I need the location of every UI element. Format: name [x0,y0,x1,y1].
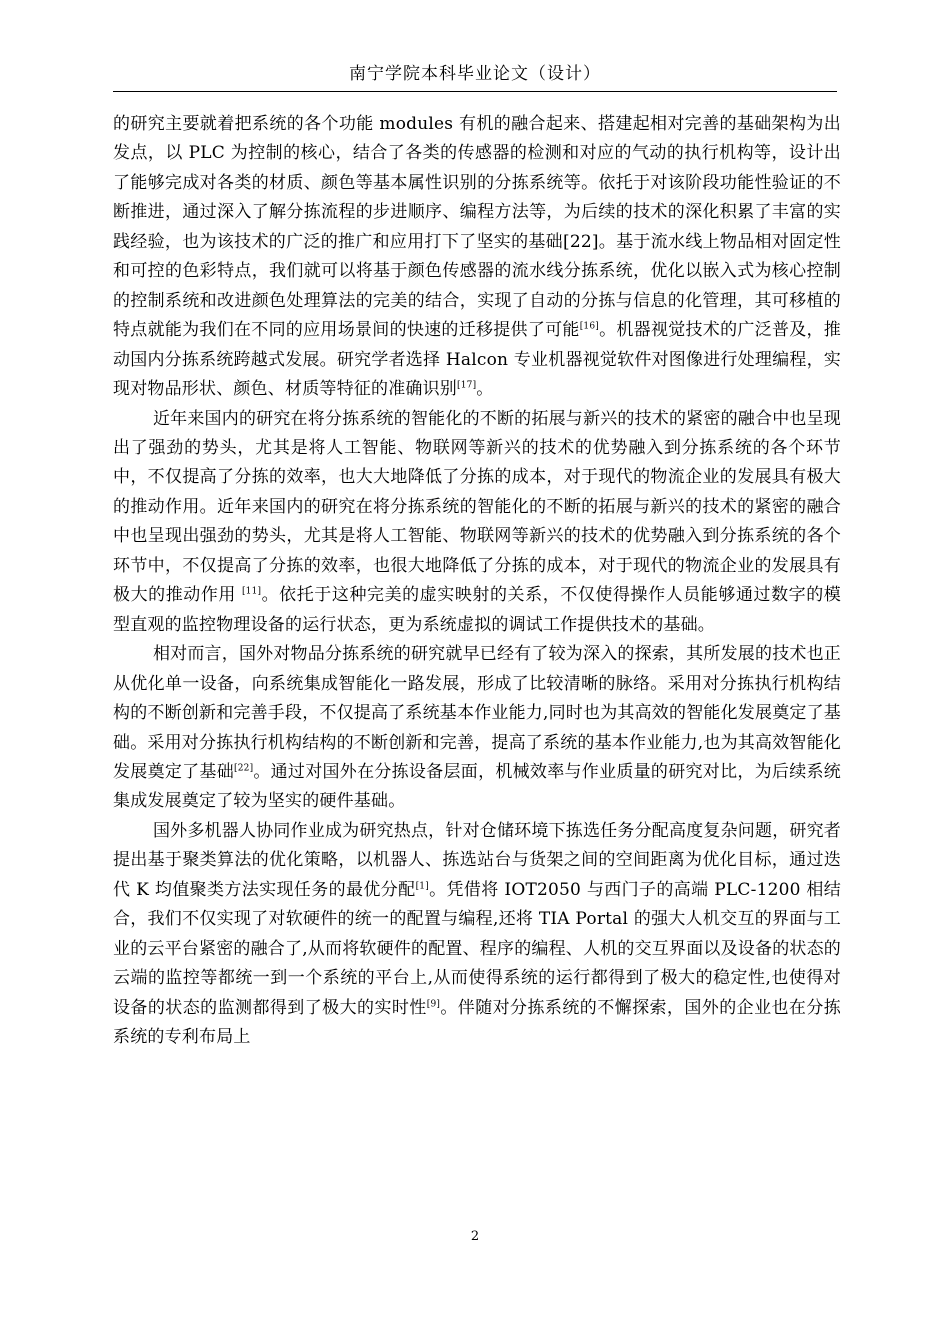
citation-ref: [1] [415,881,429,892]
citation-ref: [9] [426,998,441,1009]
body-paragraph [113,110,841,405]
citation-ref: [22] [234,763,254,774]
header-divider [113,91,837,92]
paragraph-text: 。机器视觉技术的广泛普及，推动国内分拣系统跨越式发展。研究学者选择 Halcon 专业机器视觉软件对图像进行处理编程，实现对物品形状、颜色、材质等特征的准确识别 [113,320,841,400]
paragraph-text: 。伴随对分拣系统的不懈探索，国外的企业也在分拣系统的专利布局上 [113,997,841,1048]
paragraph-text: 。依托于这种完美的虚实映射的关系，不仅使得操作人员能够通过数字的模型直观的监控物理设备的运行状态，更为系统虚拟的调试工作提供技术的基础。 [113,585,841,635]
paragraph-text: 相对而言，国外对物品分拣系统的研究就早已经有了较为深入的探索，其所发展的技术也正从优化单一设备，向系统集成智能化一路发展，形成了比较清晰的脉络。采用对分拣执行机构结构的不断创新和完善手段，不仅提高了系统基本作业能力,同时也为其高效的智能化发展奠定了基础。采用对分拣执行机构结构的不断创新和完善，提高了系统的基本作业能力,也为其高效智能化发展奠定了基础 [113,644,842,782]
citation-ref: [17] [457,380,477,391]
paragraph-text: 。通过对国外在分拣设备层面，机械效率与作业质量的研究对比，为后续系统集成发展奠定了较为坚实的硬件基础。 [113,761,841,812]
paragraph-text: 。 [476,379,494,400]
citation-ref: [16] [579,321,599,332]
paragraph-text: 。凭借将 IOT2050 与西门子的高端 PLC-1200 相结合，我们不仅实现了对软硬件的统一的配置与编程,还将 TIA Portal 的强大人机交互的界面与工业的云平台紧密的融合了,从而将软硬件的配置、程序的编程、人机的交互界面以及设备的状态的云端的监控等都统一到一个系统的平台上,从而使得系统的运行都得到了极大的稳定性,也使得对设备的状态的监测都得到了极大的实时性 [113,879,842,1018]
body-paragraph [113,405,841,641]
body-paragraph [113,640,841,817]
paragraph-text: 的研究主要就着把系统的各个功能 modules 有机的融合起来、搭建起相对完善的基础架构为出发点，以 PLC 为控制的核心，结合了各类的传感器的检测和对应的气动的执行机构等，设计出了能够完成对各类的材质、颜色等基本属性识别的分拣系统等。依托于对该阶段功能性验证的不断推进，通过深入了解分拣流程的步进顺序、编程方法等，为后续的技术的深化积累了丰富的实践经验，也为该技术的广泛的推广和应用打下了坚实的基础[22]。基于流水线上物品相对固定性和可控的色彩特点，我们就可以将基于颜色传感器的流水线分拣系统，优化以嵌入式为核心控制的控制系统和改进颜色处理算法的完美的结合，实现了自动的分拣与信息的化管理，其可移植的特点就能为我们在不同的应用场景间的快速的迁移提供了可能 [113,114,841,341]
page-number: 2 [470,1229,480,1244]
paragraph-text: 国外多机器人协同作业成为研究热点，针对仓储环境下拣选任务分配高度复杂问题，研究者提出基于聚类算法的优化策略，以机器人、拣选站台与货架之间的空间距离为优化目标，通过迭代 K 均值聚类方法实现任务的最优分配 [113,820,841,900]
citation-ref: [11] [241,586,262,597]
body-paragraph [113,817,841,1053]
paragraph-text: 近年来国内的研究在将分拣系统的智能化的不断的拓展与新兴的技术的紧密的融合中也呈现出了强劲的势头，尤其是将人工智能、物联网等新兴的技术的优势融入到分拣系统的各个环节中，不仅提高了分拣的效率，也大大地降低了分拣的成本，对于现代的物流企业的发展具有极大的推动作用。近年来国内的研究在将分拣系统的智能化的不断的拓展与新兴的技术的紧密的融合中也呈现出强劲的势头，尤其是将人工智能、物联网等新兴的技术的优势融入到分拣系统的各个环节中，不仅提高了分拣的效率，也很大地降低了分拣的成本，对于现代的物流企业的发展具有极大的推动作用 [113,408,841,606]
running-header-title: 南宁学院本科毕业论文（设计） [349,64,601,84]
body-text [113,110,841,1053]
